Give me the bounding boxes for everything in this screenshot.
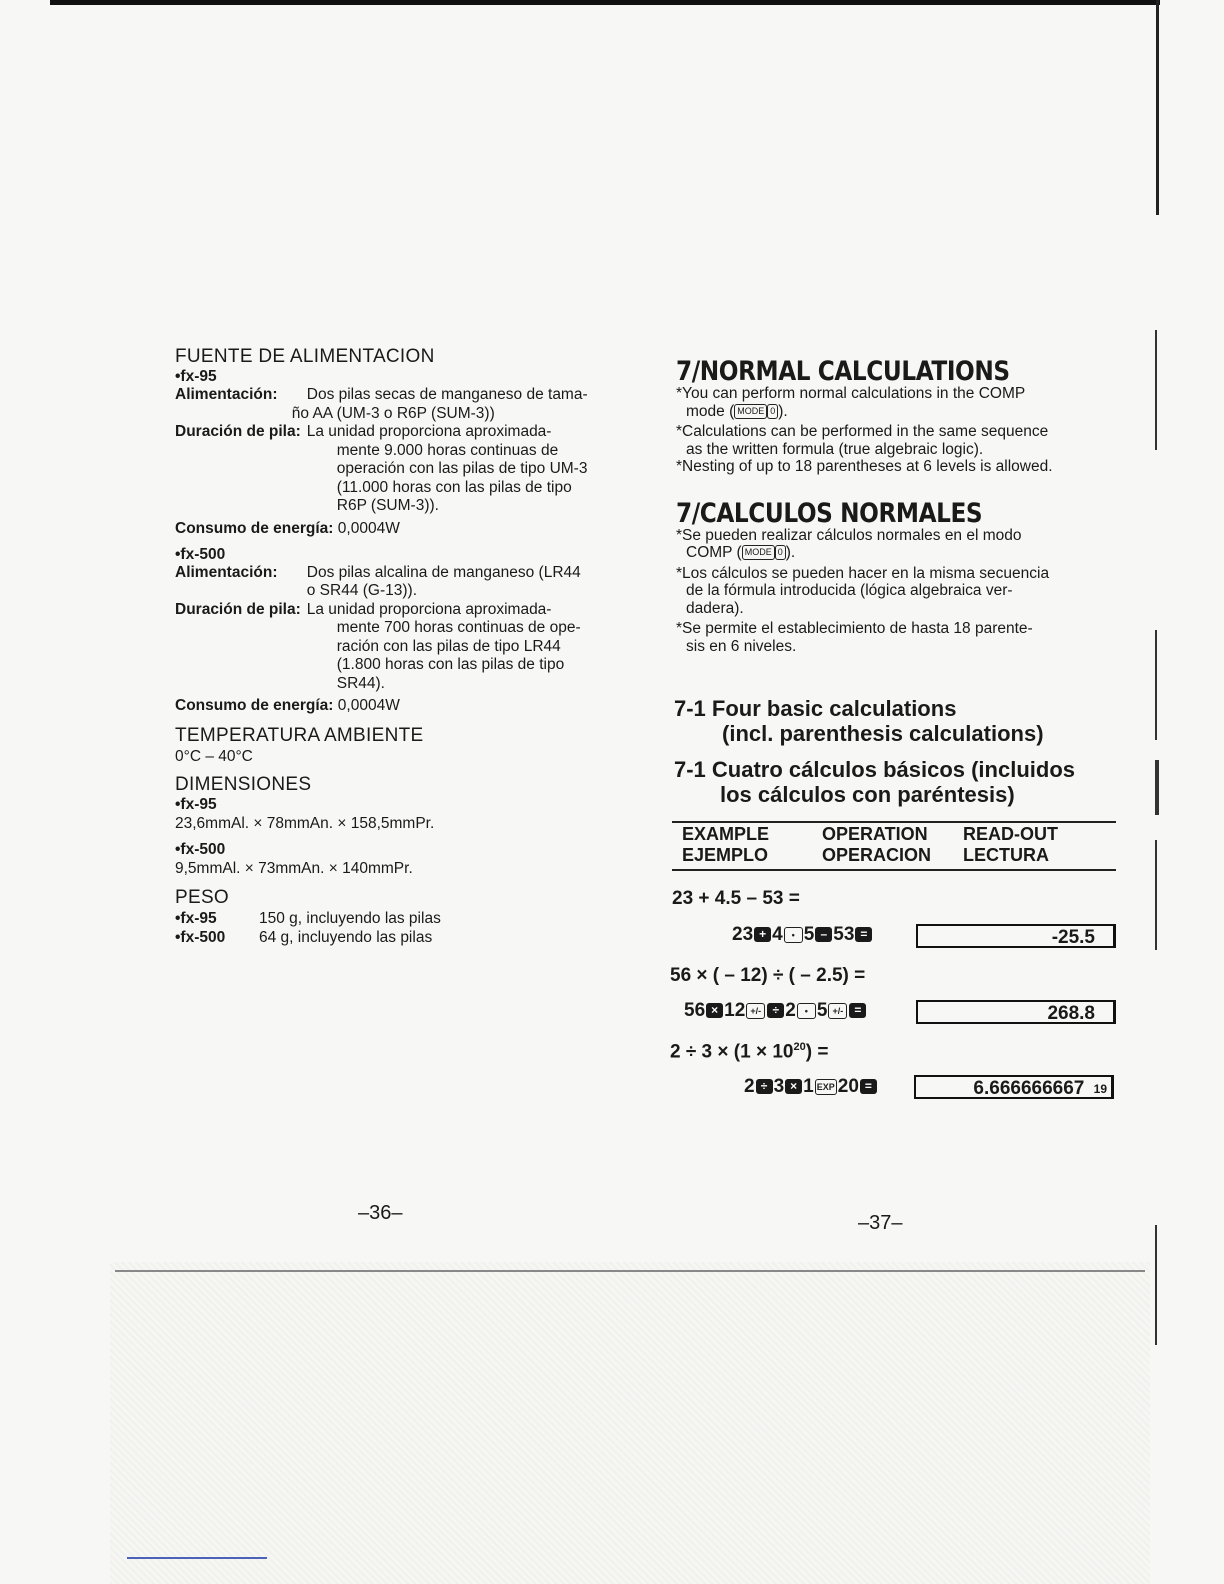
readout-display-1: -25.5 bbox=[916, 924, 1116, 948]
plus-key-icon: + bbox=[754, 927, 771, 942]
fx500-spec-list bbox=[175, 564, 635, 694]
scan-edge-mark bbox=[1155, 760, 1159, 815]
readout-exponent: 19 bbox=[1093, 1082, 1107, 1096]
digit-entry: 23 bbox=[732, 924, 754, 945]
fx95-spec-list bbox=[175, 386, 635, 516]
spec-key: Consumo de energía: bbox=[175, 697, 334, 714]
digit-entry: 5 bbox=[816, 1000, 828, 1021]
digit-entry: 5 bbox=[803, 924, 815, 945]
key-sequence-1 bbox=[732, 924, 873, 946]
spec-line: mente 9.000 horas continuas de bbox=[336, 441, 559, 459]
spec-value bbox=[307, 601, 635, 694]
note-comp-mode-en bbox=[676, 385, 1131, 420]
note-text: mode ( bbox=[686, 402, 735, 420]
formula-text: 2 ÷ 3 × (1 × 10 bbox=[670, 1041, 794, 1063]
weight-value: 150 g, incluyendo las pilas bbox=[259, 910, 441, 927]
spec-line: operación con las pilas de tipo UM-3 bbox=[336, 460, 588, 477]
spec-value bbox=[291, 386, 635, 423]
spec-key: Duración de pila: bbox=[175, 600, 301, 618]
temperature-range: 0°C – 40°C bbox=[175, 748, 253, 765]
example-formula-1: 23 + 4.5 – 53 = bbox=[672, 888, 800, 909]
section-title-calculos-normales: 7/CALCULOS NORMALES bbox=[676, 497, 983, 529]
note-text: ). bbox=[785, 544, 796, 561]
sign-change-key-icon: +/- bbox=[828, 1003, 847, 1019]
key-sequence-3 bbox=[744, 1076, 878, 1098]
model-label: •fx-500 bbox=[175, 841, 226, 858]
note-line: as the written formula (true algebraic logic). bbox=[686, 440, 984, 458]
power-consumption-fx500 bbox=[175, 696, 635, 715]
note-comp-mode-es bbox=[676, 527, 1131, 562]
note-line: sis en 6 niveles. bbox=[686, 637, 797, 655]
column-header-operation bbox=[822, 824, 931, 866]
spec-line: (1.800 horas con las pilas de tipo bbox=[336, 656, 565, 673]
digit-entry: 56 bbox=[684, 1000, 706, 1021]
spec-line: ño AA (UM-3 o R6P (SUM-3)) bbox=[291, 404, 495, 422]
note-text: ). bbox=[778, 402, 788, 420]
scan-edge-mark bbox=[1155, 840, 1157, 950]
zero-key-icon: 0 bbox=[775, 545, 786, 560]
column-header-example bbox=[682, 824, 769, 866]
formula-text: ) = bbox=[805, 1041, 829, 1063]
scan-bottom-shade bbox=[110, 1262, 1150, 1584]
scan-top-border bbox=[50, 0, 1160, 5]
right-column bbox=[676, 356, 1131, 655]
spec-value bbox=[307, 564, 635, 601]
scan-right-rule bbox=[1156, 0, 1159, 215]
column-header-readout bbox=[963, 824, 1058, 866]
dimensions-fx95: 23,6mmAl. × 78mmAn. × 158,5mmPr. bbox=[175, 815, 435, 832]
zero-key-icon: 0 bbox=[767, 404, 778, 419]
subsection-line: 7-1 Four basic calculations bbox=[674, 696, 957, 721]
dimensions-fx500: 9,5mmAl. × 73mmAn. × 140mmPr. bbox=[175, 860, 413, 877]
digit-entry: 53 bbox=[833, 924, 855, 945]
model-label: •fx-500 bbox=[175, 929, 226, 946]
power-consumption-fx95 bbox=[175, 519, 635, 538]
page-number-left: –36– bbox=[358, 1202, 403, 1224]
header-label: LECTURA bbox=[963, 845, 1049, 865]
note-line: dadera). bbox=[686, 599, 744, 617]
example-table-header bbox=[672, 821, 1116, 871]
spec-key: Consumo de energía: bbox=[175, 519, 334, 537]
left-column bbox=[175, 346, 635, 947]
section-title-fuente: FUENTE DE ALIMENTACION bbox=[175, 346, 435, 367]
note-nesting-es bbox=[676, 620, 1131, 655]
mode-key-icon: MODE bbox=[742, 545, 775, 560]
subsection-line: los cálculos con paréntesis) bbox=[720, 782, 1015, 807]
header-label: EJEMPLO bbox=[682, 845, 769, 865]
model-label: •fx-95 bbox=[175, 796, 217, 813]
example-formula-3 bbox=[670, 1041, 828, 1063]
spec-key: Alimentación: bbox=[175, 563, 278, 581]
note-nesting-en: *Nesting of up to 18 parentheses at 6 levels is allowed. bbox=[676, 458, 1053, 475]
spec-key: Duración de pila: bbox=[175, 423, 301, 440]
note-sequence-es bbox=[676, 565, 1131, 618]
spec-line: La unidad proporciona aproximada- bbox=[306, 600, 552, 618]
note-line: *Se permite el establecimiento de hasta 18 parente- bbox=[676, 620, 1033, 637]
note-line: de la fórmula introducida (lógica algebraica ver- bbox=[686, 582, 1013, 599]
section-title-peso: PESO bbox=[175, 887, 229, 908]
note-line bbox=[676, 403, 1131, 421]
digit-entry: 12 bbox=[724, 1000, 746, 1021]
page-number-right: –37– bbox=[858, 1212, 903, 1234]
scan-edge-mark bbox=[1155, 630, 1157, 740]
spec-value: 0,0004W bbox=[337, 519, 400, 537]
digit-entry: 1 bbox=[803, 1076, 814, 1097]
equals-key-icon: = bbox=[855, 927, 872, 942]
subsection-line: (incl. parenthesis calculations) bbox=[722, 721, 1044, 746]
readout-display-3 bbox=[914, 1075, 1114, 1099]
scan-edge-mark bbox=[1155, 1225, 1157, 1345]
subsection-title-es bbox=[674, 757, 1134, 807]
mode-key-icon: MODE bbox=[734, 404, 767, 419]
example-formula-2: 56 × ( – 12) ÷ ( – 2.5) = bbox=[670, 965, 866, 986]
spec-line: La unidad proporciona aproximada- bbox=[306, 423, 552, 440]
scan-edge-mark bbox=[1155, 330, 1157, 450]
decimal-key-icon: • bbox=[797, 1003, 816, 1019]
scan-blue-mark bbox=[127, 1557, 267, 1559]
readout-display-2: 268.8 bbox=[916, 1000, 1116, 1024]
model-label: •fx-95 bbox=[175, 368, 217, 385]
spec-line: Dos pilas secas de manganeso de tama- bbox=[306, 386, 588, 403]
section-title-temperatura: TEMPERATURA AMBIENTE bbox=[175, 725, 424, 746]
spec-line: o SR44 (G-13)). bbox=[306, 582, 418, 599]
header-label: READ-OUT bbox=[963, 824, 1058, 844]
equals-key-icon: = bbox=[849, 1003, 866, 1018]
divide-key-icon: ÷ bbox=[767, 1003, 784, 1018]
spec-line: mente 700 horas continuas de ope- bbox=[336, 619, 581, 636]
exp-key-icon: EXP bbox=[815, 1079, 837, 1095]
minus-key-icon: – bbox=[815, 927, 832, 942]
digit-entry: 2 bbox=[785, 1000, 796, 1021]
sign-change-key-icon: +/- bbox=[746, 1003, 765, 1019]
multiply-key-icon: × bbox=[785, 1079, 802, 1094]
note-line: *You can perform normal calculations in the COMP bbox=[676, 385, 1026, 402]
readout-mantissa: 6.666666667 bbox=[973, 1078, 1085, 1099]
digit-entry: 20 bbox=[837, 1076, 859, 1097]
weight-value: 64 g, incluyendo las pilas bbox=[259, 929, 433, 946]
note-line bbox=[676, 544, 1131, 562]
subsection-line: 7-1 Cuatro cálculos básicos (incluidos bbox=[674, 757, 1075, 782]
divide-key-icon: ÷ bbox=[756, 1079, 773, 1094]
note-line: *Los cálculos se pueden hacer en la misma secuencia bbox=[676, 564, 1050, 582]
spec-line: Dos pilas alcalina de manganeso (LR44 bbox=[306, 563, 581, 581]
scan-page-edge bbox=[115, 1270, 1145, 1272]
section-title-normal-calculations: 7/NORMAL CALCULATIONS bbox=[676, 356, 1010, 387]
equals-key-icon: = bbox=[860, 1079, 877, 1094]
note-line: *Calculations can be performed in the same sequence bbox=[676, 423, 1049, 440]
spec-line: (11.000 horas con las pilas de tipo bbox=[336, 478, 572, 496]
note-text: COMP ( bbox=[686, 544, 742, 561]
spec-line: ración con las pilas de tipo LR44 bbox=[336, 637, 561, 655]
multiply-key-icon: × bbox=[706, 1003, 723, 1018]
model-label: •fx-500 bbox=[175, 545, 226, 563]
spec-value: 0,0004W bbox=[337, 697, 400, 714]
model-label: •fx-95 bbox=[175, 910, 217, 927]
section-title-dimensiones: DIMENSIONES bbox=[175, 774, 312, 795]
note-sequence-en bbox=[676, 423, 1131, 458]
decimal-key-icon: • bbox=[784, 927, 803, 943]
key-sequence-2 bbox=[684, 1000, 867, 1022]
digit-entry: 3 bbox=[773, 1076, 785, 1097]
subsection-title-en bbox=[674, 696, 1134, 746]
note-line: *Se pueden realizar cálculos normales en el modo bbox=[676, 526, 1022, 544]
digit-entry: 2 bbox=[744, 1076, 755, 1097]
weight-fx95 bbox=[175, 909, 635, 928]
spec-line: SR44). bbox=[336, 674, 385, 692]
header-label: OPERATION bbox=[822, 824, 928, 844]
header-label: OPERACION bbox=[822, 845, 932, 865]
spec-value bbox=[307, 423, 635, 516]
formula-exponent: 20 bbox=[793, 1041, 806, 1053]
spec-key: Alimentación: bbox=[175, 386, 278, 403]
digit-entry: 4 bbox=[772, 924, 783, 945]
header-label: EXAMPLE bbox=[682, 824, 770, 844]
weight-fx500 bbox=[175, 928, 635, 947]
spec-line: R6P (SUM-3)). bbox=[336, 497, 439, 514]
